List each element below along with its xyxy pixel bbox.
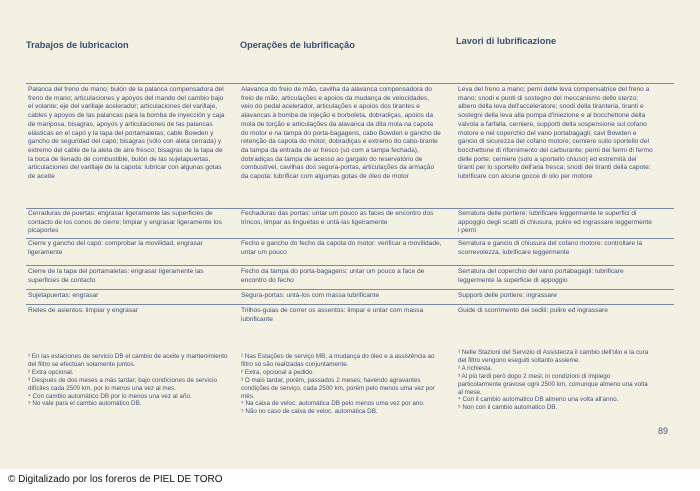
table-cell: Guide di scorrimento dei sedili: pulire ed ingrassare [458,307,608,314]
table-cell: Serrature delle portiere: lubrificare leggermente le superfici di appoggio degli scatti di chiusura, pulire ed ingrassare leggermente i perni [458,210,652,235]
table-cell: Fecho da tampa do porta-bagagens: untar um pouco a face de encontro do fecho [241,268,425,284]
table-rule [26,83,674,84]
footnotes-spanish: ¹ En las estaciones de servicio DB el cambio de aceite y mantenimiento del filtro se efectúan solamente juntos. ² Extra opcional. ³ Después de dos meses a más tardar; bajo condiciones de servicio difíciles cada 2500 km, por lo menos una vez al mes. ⁴ Con cambio automático DB por lo menos una vez al año. ⁵ No vale para el cambio automático DB. [28,353,228,408]
table-rule [26,238,674,239]
header-italian: Lavori di lubrificazione [456,36,557,46]
page-number: 89 [658,426,669,436]
table-cell: Leva del freno a mano; perni delle leva compensatrice del freno a mano; snodi e punti di sostegno del meccanismo dello sterzo; albero della leva dell'acceleratore; snodi della tiranteria, tiranti e sostegni della leva alla pompa d'iniezione e al bocchettone della valvola a farfalla, cerniere, supporti della sospensione sul cofano motore e nel coperchio del vano portabagagli; cavi Bowden e gancio di sicurezza del cofano motore; cerniere sullo sportello del bocchettone di rifornimento del carburante; perni dei fermi di fermo delle porte; cerniere (solo a sportello chiuso) ed estremità dei tiranti per lo sportello dell'aria fresca; snodi dei tiranti della capote: lubrificare con alcune gocce di olio per motore [458,86,653,181]
table-rule [26,265,674,266]
table-cell: Trilhos-guias de correr os assentos: limpar e untar com massa lubrificante [241,307,424,323]
table-cell: Alavanca do freio de mão, cavilha da alavanca compensadora do freio de mão, articulações e apoios da mudança de velocidades, veio do pedal acelerador, articulações e apoios dos tirantes e alavancas à bomba de injeção e borboleta, dobradiças, apoios da mola de torção e articulações da alavanca da dita mola na capota do motor e na tampa do porta-bagagens, cabo Bowden e gancho de retenção da capota do motor, dobradiças e extremo do cabo-tirante da tampa da entrada de ar fresco (só com a tampa fechada), dobradiças da tampa de acesso ao gargalo do reservatório de combustível, cavilhas dos segura-portas, articulações da armação da capota: lubrificar com algumas gotas de óleo de motor [241,86,441,181]
table-cell: Cierre de la tapa del portamaletas: engrasar ligeramente las superficies de contacto [28,268,204,284]
table-cell: Rieles de asientos: limpiar y engrasar [28,307,138,314]
table-cell: Fecho e gancho do fecho da capota do motor: verificar a movilidade, untar um pouco [241,240,442,256]
header-portuguese: Operações de lubrificação [240,40,355,50]
header-spanish: Trabajos de lubricacion [26,40,129,50]
table-rule [26,208,674,209]
table-cell: Segura-portas: untá-los com massa lubrificante [241,292,380,299]
footnotes-portuguese: ¹ Nas Estações de serviço MB, a mudança do óleo e a assistência ao filtro só são realizadas conjuntamente. ² Extra, opcional a pedido. ³ O mais tardar, porém, passados 2 meses; havendo agravantes condições de serviço, cada 2500 km, porém pelo menos uma vez por mês. ⁴ Na caixa de veloc. automática DB pelo menos uma vez por ano. ⁵ Não no caso de caixa de veloc. automática DB. [241,353,435,416]
credit-bar [0,469,700,491]
table-rule [26,304,674,305]
table-cell: Serratura e gancio di chiusura del cofano motore: controllare la scorrevolezza, lubrificare leggermente [458,240,642,256]
table-cell: Cerraduras de puertas: engrasar ligeramente las superficies de contacto de los conos de cierre; limpiar y engrasar ligeramente los picaportes [28,210,222,235]
table-cell: Cierre y gancho del capó: comprobar la movilidad, engrasar ligeramente [28,240,203,256]
table-cell: Serratura del coperchio del vano portabagagli: lubrificare leggermente la superficie di appoggio [458,268,624,284]
credit-text: © Digitalizado por los foreros de PIEL DE TORO [8,474,223,485]
table-cell: Sujetapuertas: engrasar [28,292,99,299]
table-cell: Fechaduras das portas: untar um pouco as faces de encontro dos trincos, limpar as linguetas e untá-las ligeiramente [241,210,434,226]
table-cell: Palanca del freno de mano; bulón de la palanca compensadora del freno de mano; articulaciones y apoyos del mando del cambio bajo el volante; eje del varillaje acelerador; articulaciones del varillaje, cables y apoyos de las palancas para la bomba de inyección y caja de mariposa, bisagras, apoyos y articulaciones de las palancas elásticas en el capó y la tapa del portamaletas; cable Bowden y gancho de seguridad del capó; bisagras (sólo con aleta cerrada) y extremo del cable de la aleta de aire fresco; bisagras de la tapa de la boca de llenado de combustible, bulón de las sujetapuertas, articulaciones del varillaje de la capota: lubricar con algunas gotas de aceite [28,86,225,181]
table-cell: Supporti delle portiere: ingrassare [458,292,557,299]
table-rule [26,289,674,290]
footnotes-italian: ¹ Nelle Stazioni del Servizio di Assistenza il cambio dell'olio e la cura del filtro vengono eseguiti soltanto assieme. ² A richiesta. ³ Al più tardi però dopo 2 mesi; in condizioni di impiego particolarmente gravose ogni 2500 km, comunque almeno una volta al mese. ⁴ Con il cambio automatico DB almeno una volta all'anno. ⁵ Non con il cambio automatico DB. [458,349,649,412]
